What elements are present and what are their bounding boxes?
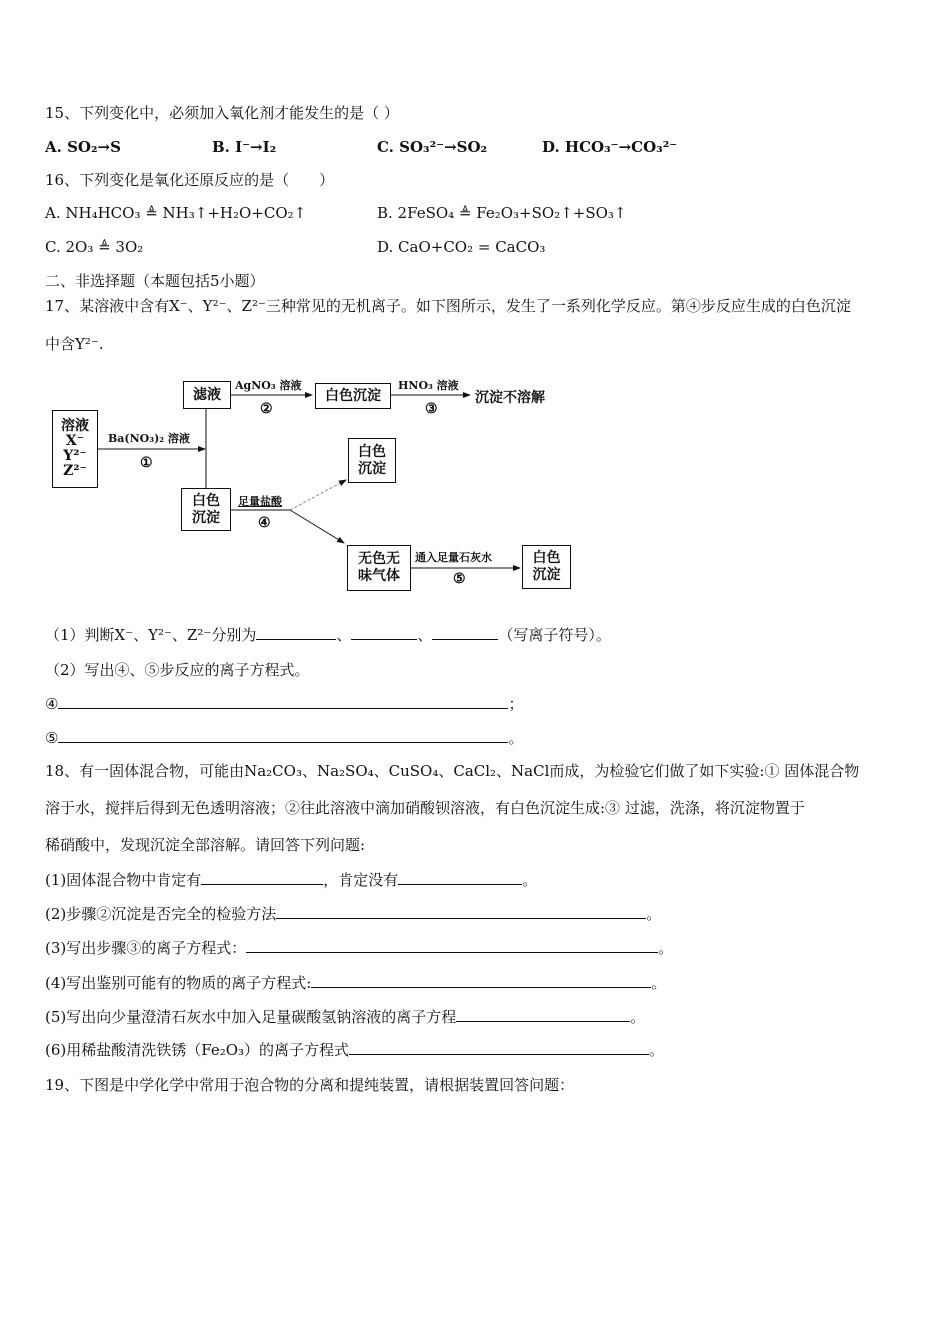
box-text: 沉淀 [358,460,386,477]
q18-part1-text: ，肯定没有 [323,871,399,889]
gas-box [347,545,411,591]
box-text: 无色无 [358,551,400,567]
white-ppt-box: 白色沉淀 [315,383,391,409]
q16-option-b: B. 2FeSO₄ ≜ Fe₂O₃+SO₂↑+SO₃↑ [377,204,627,222]
box-text: 白色 [358,443,386,460]
reagent-2: AgNO₃ 溶液 [235,379,302,392]
q16-stem: 16、下列变化是氧化还原反应的是（ ） [45,171,335,189]
q15-option-c: C. SO₃²⁻→SO₂ [377,138,488,156]
answer-blank[interactable] [432,625,498,640]
answer-blank[interactable] [256,625,336,640]
q18-part4-text: (4)写出鉴别可能有的物质的离子方程式: [45,974,312,992]
eq-label: ⑤ [45,729,59,747]
q18-part6 [45,1040,664,1060]
reagent-3: HNO₃ 溶液 [398,379,459,392]
q18-part4 [45,973,666,993]
answer-blank[interactable] [456,1007,630,1022]
q18-part5 [45,1007,645,1027]
step-1: ① [140,455,153,471]
q18-part6-text: (6)用稀盐酸清洗铁锈（Fe₂O₃）的离子方程式 [45,1041,350,1059]
reagent-4: 足量盐酸 [238,495,282,508]
eq-end: ； [508,695,524,713]
answer-blank[interactable] [58,728,508,743]
q17-eq5 [45,728,523,748]
precipitate-box-2 [348,438,396,483]
box-text: 白色 [532,550,561,566]
reagent-1: Ba(NO₃)₂ 溶液 [108,432,190,445]
q18-stem-line2: 溶于水，搅拌后得到无色透明溶液；②往此溶液中滴加硝酸钡溶液，有白色沉淀生成:③ 过滤，洗涤，将沉淀物置于 [45,799,805,817]
precipitate-box [181,488,231,531]
q18-part1-text: (1)固体混合物中肯定有 [45,871,202,889]
section-heading: 二、非选择题（本题包括5小题） [45,272,265,290]
q17-part1-suffix: （写离子符号）。 [498,626,611,644]
eq-label: ④ [45,695,59,713]
q18-stem-line3: 稀硝酸中，发现沉淀全部溶解。请回答下列问题: [45,836,366,854]
q17-part1 [45,625,611,645]
start-solution-box [52,410,98,488]
step-3: ③ [425,401,438,417]
period: 。 [522,871,538,889]
period: 。 [646,905,662,923]
q18-part2-text: (2)步骤②沉淀是否完全的检验方法 [45,905,277,923]
box-text: 沉淀 [532,567,561,583]
reagent-5: 通入足量石灰水 [415,551,492,564]
answer-blank[interactable] [311,973,651,988]
answer-blank[interactable] [58,694,508,709]
box-text: 白色 [192,492,220,509]
q17-eq4 [45,694,523,714]
answer-blank[interactable] [351,625,417,640]
q18-part1 [45,870,537,890]
diagram-connectors [0,0,950,620]
step-2: ② [260,401,273,417]
insoluble-result: 沉淀不溶解 [475,390,545,406]
q17-part2: （2）写出④、⑤步反应的离子方程式。 [45,661,310,679]
precipitate-box-3 [522,545,571,589]
box-text: Y²⁻ [63,448,87,464]
box-text: 味气体 [358,568,400,584]
filtrate-box: 滤液 [183,381,231,409]
separator: 、 [417,626,433,644]
period: 。 [630,1008,646,1026]
q15-option-d: D. HCO₃⁻→CO₃²⁻ [542,138,678,156]
answer-blank[interactable] [276,904,646,919]
q16-option-c: C. 2O₃ ≜ 3O₂ [45,238,144,256]
q17-part1-text: （1）判断X⁻、Y²⁻、Z²⁻分别为 [45,626,257,644]
period: 。 [658,939,674,957]
q17-stem-line2: 中含Y²⁻. [45,335,104,353]
q18-part2 [45,904,661,924]
eq-end: 。 [508,729,524,747]
period: 。 [651,974,667,992]
q15-option-b: B. I⁻→I₂ [212,138,277,156]
q17-stem-line1: 17、某溶液中含有X⁻、Y²⁻、Z²⁻三种常见的无机离子。如下图所示，发生了一系列化学反应。第④步反应生成的白色沉淀 [45,297,851,315]
q18-stem-line1: 18、有一固体混合物，可能由Na₂CO₃、Na₂SO₄、CuSO₄、CaCl₂、NaCl而成，为检验它们做了如下实验:① 固体混合物 [45,762,860,780]
step-5: ⑤ [453,571,466,587]
answer-blank[interactable] [246,938,658,953]
q18-part3 [45,938,673,958]
period: 。 [649,1041,665,1059]
separator: 、 [336,626,352,644]
answer-blank[interactable] [398,870,522,885]
box-text: Z²⁻ [63,463,87,479]
q18-part3-text: (3)写出步骤③的离子方程式： [45,939,247,957]
q16-option-d: D. CaO+CO₂ = CaCO₃ [377,238,546,256]
answer-blank[interactable] [349,1040,649,1055]
box-text: 沉淀 [192,509,220,526]
step-4: ④ [258,515,271,531]
q18-part5-text: (5)写出向少量澄清石灰水中加入足量碳酸氢钠溶液的离子方程 [45,1008,457,1026]
q15-option-a: A. SO₂→S [45,138,121,156]
q15-stem: 15、下列变化中，必须加入氧化剂才能发生的是（ ） [45,104,399,122]
answer-blank[interactable] [201,870,323,885]
q19-stem: 19、下图是中学化学中常用于泡合物的分离和提纯装置，请根据装置回答问题： [45,1076,575,1094]
box-text: 溶液 [61,418,89,434]
box-text: X⁻ [65,433,85,449]
q16-option-a: A. NH₄HCO₃ ≜ NH₃↑+H₂O+CO₂↑ [45,204,307,222]
